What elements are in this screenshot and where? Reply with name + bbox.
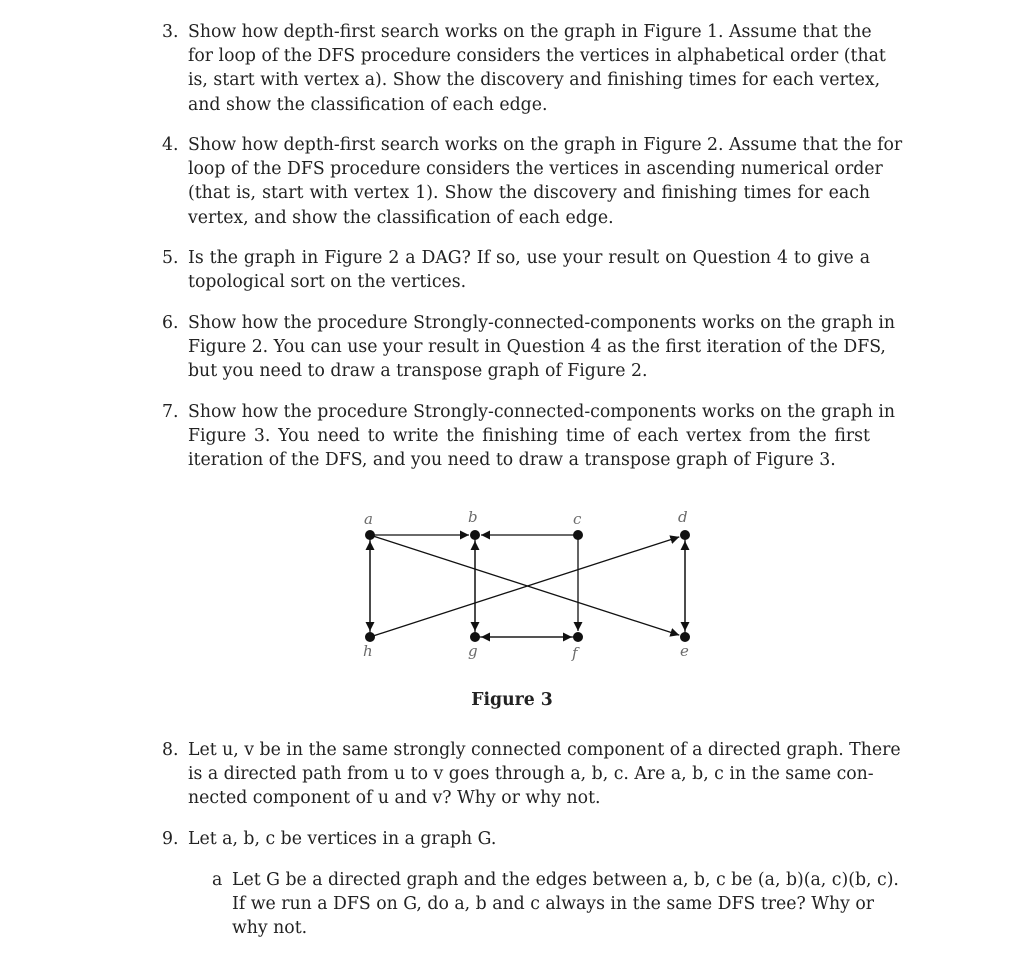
question-text [188, 20, 886, 117]
subquestion-label: a [212, 870, 223, 890]
text-line: for loop of the DFS procedure considers the vertices in alphabetical order (that [188, 46, 886, 67]
text-line: is, start with vertex a). Show the discovery and finishing times for each vertex, [188, 70, 881, 91]
text-line: nected component of u and v? Why or why not. [188, 788, 601, 809]
vertex-label-b: b [468, 508, 478, 526]
text-line: loop of the DFS procedure considers the vertices in ascending numerical order [188, 159, 883, 180]
edges-layer [370, 535, 685, 637]
text-line: Show how depth-first search works on the graph in Figure 1. Assume that the [188, 22, 872, 42]
question-text [188, 400, 895, 473]
vertex-label-d: d [678, 508, 688, 526]
vertex-f [573, 632, 583, 642]
question-number: 7. [162, 402, 179, 422]
question-text [188, 311, 895, 384]
text-line: If we run a DFS on G, do a, b and c always in the same DFS tree? Why or [232, 894, 875, 915]
figure-3-graph [350, 505, 700, 665]
question-text [188, 827, 870, 851]
subquestion-a [212, 868, 899, 941]
vertex-b [470, 530, 480, 540]
text-line: vertex, and show the classification of each edge. [188, 207, 614, 228]
question-text [188, 738, 901, 811]
question-number: 8. [162, 740, 179, 760]
edge-a-e [370, 535, 679, 635]
vertex-h [365, 632, 375, 642]
text-line: Show how depth-first search works on the graph in Figure 2. Assume that the for [188, 135, 903, 155]
vertex-e [680, 632, 690, 642]
vertex-label-f: f [572, 644, 578, 662]
question-text [188, 133, 903, 230]
text-line: Let u, v be in the same strongly connected component of a directed graph. There [188, 740, 901, 760]
text-line: Show how the procedure Strongly-connected-components works on the graph in [188, 313, 895, 333]
vertex-label-c: c [573, 510, 582, 528]
vertex-label-g: g [468, 642, 478, 660]
text-line: (that is, start with vertex 1). Show the discovery and finishing times for each [188, 183, 870, 204]
question-text [188, 246, 870, 294]
subquestion-text [232, 868, 899, 941]
text-line: Figure 3. You need to write the finishing time of each vertex from the first [188, 426, 870, 447]
question-number: 9. [162, 829, 179, 849]
text-line: Show how the procedure Strongly-connected-components works on the graph in [188, 402, 895, 422]
question-6 [162, 311, 895, 384]
question-9 [162, 827, 870, 851]
text-line: Let G be a directed graph and the edges between a, b, c be (a, b)(a, c)(b, c). [232, 870, 899, 890]
vertex-d [680, 530, 690, 540]
question-number: 6. [162, 313, 179, 333]
edge-h-d [370, 537, 679, 637]
text-line: why not. [232, 918, 308, 939]
question-3 [162, 20, 886, 117]
text-line: Figure 2. You can use your result in Question 4 as the first iteration of the DFS, [188, 337, 886, 358]
question-number: 4. [162, 135, 179, 155]
text-line: iteration of the DFS, and you need to draw a transpose graph of Figure 3. [188, 450, 836, 471]
text-line: Let a, b, c be vertices in a graph G. [188, 829, 497, 849]
question-number: 3. [162, 22, 179, 42]
text-line: but you need to draw a transpose graph of Figure 2. [188, 361, 648, 382]
text-line: and show the classification of each edge. [188, 94, 548, 115]
vertex-a [365, 530, 375, 540]
question-number: 5. [162, 248, 179, 268]
question-4 [162, 133, 903, 230]
vertex-label-e: e [680, 642, 689, 660]
figure-caption: Figure 3 [471, 690, 553, 710]
question-8 [162, 738, 901, 811]
text-line: is a directed path from u to v goes through a, b, c. Are a, b, c in the same con- [188, 764, 874, 785]
text-line: Is the graph in Figure 2 a DAG? If so, use your result on Question 4 to give a [188, 248, 870, 268]
vertex-label-a: a [364, 510, 373, 528]
text-line: topological sort on the vertices. [188, 272, 467, 293]
graph-svg [350, 505, 700, 665]
question-5 [162, 246, 870, 294]
vertex-g [470, 632, 480, 642]
question-7 [162, 400, 895, 473]
vertex-label-h: h [363, 642, 373, 660]
vertex-c [573, 530, 583, 540]
